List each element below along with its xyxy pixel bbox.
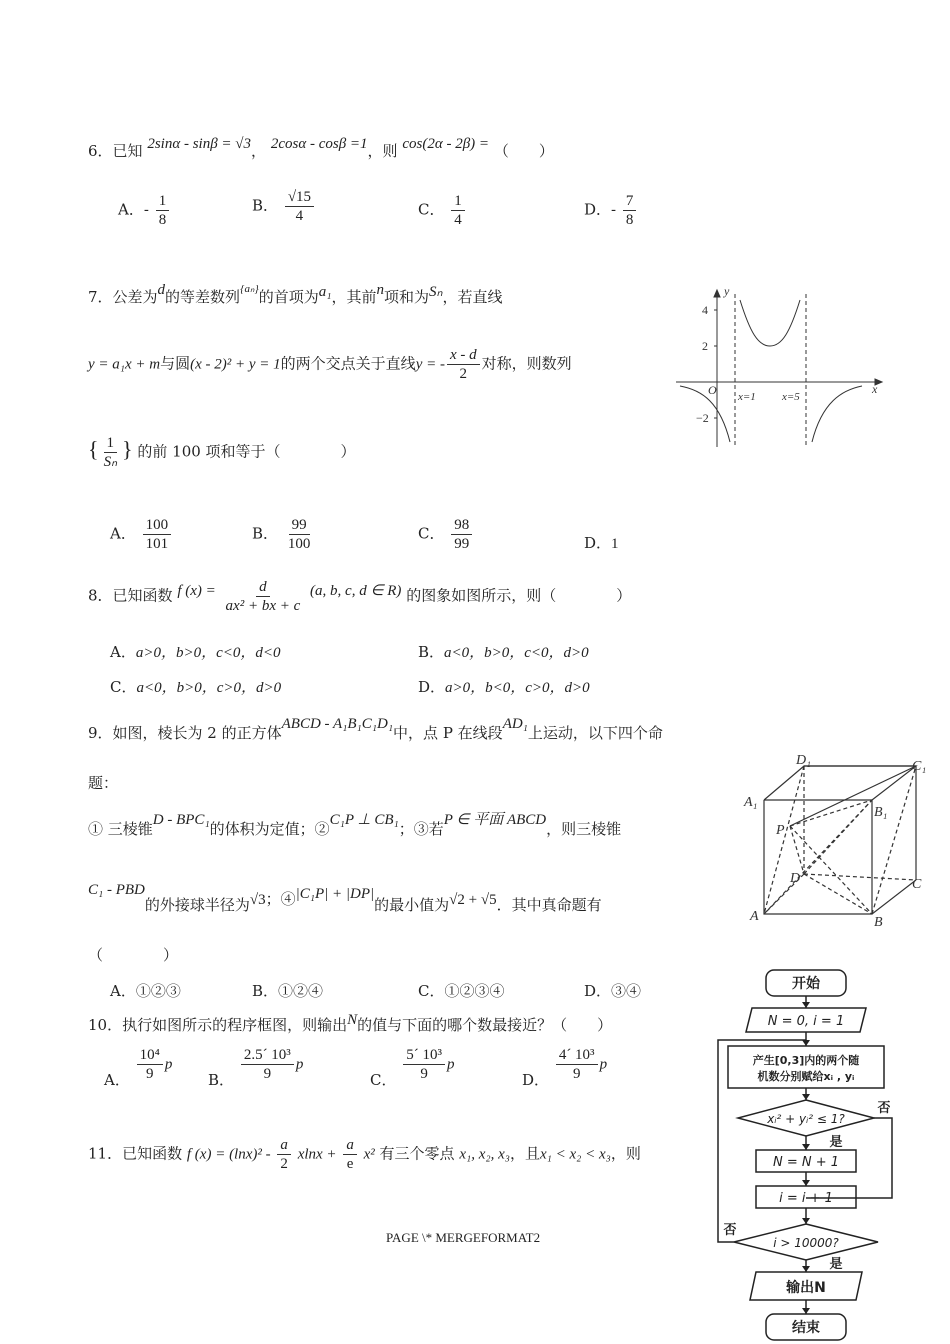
- q10-option-d[interactable]: D． $\frac{\text{4´ 10³}}{9}$ p: [522, 1047, 608, 1089]
- q9-line4: C₁ - PBD的外接球半径为√3；④|C₁P| + |DP|的最小值为√2 + √5．其中真命题有: [88, 882, 602, 914]
- q9-option-b[interactable]: B．①②④: [252, 982, 324, 1000]
- q7-option-d[interactable]: D．1: [584, 534, 619, 552]
- q9-line1: 9．如图，棱长为 2 的正方体ABCD - A₁B₁C₁D₁中，点 P 在线段AD₁上运动，以下四个命: [88, 716, 663, 742]
- graph-asym2-label: x=5: [782, 391, 800, 403]
- q10-option-a[interactable]: A． $\frac{\text{10⁴}}{9}$ p: [104, 1047, 173, 1089]
- flow-yes1-text: 是: [829, 1135, 843, 1150]
- q9-option-a[interactable]: A．①②③: [110, 982, 181, 1000]
- q10-option-c[interactable]: C． $\frac{\text{5´ 10³}}{9}$ p: [370, 1047, 455, 1089]
- q6-option-c[interactable]: C． $\frac{1}{4}$: [418, 192, 467, 229]
- graph-asym1-label: x=1: [738, 391, 756, 403]
- q9-option-c[interactable]: C．①②③④: [418, 982, 505, 1000]
- graph-tick-2: 2: [702, 339, 708, 353]
- flow-end-text: 结束: [792, 1320, 820, 1336]
- label-B: B: [874, 915, 883, 930]
- label-D1: D₁: [796, 753, 811, 768]
- cube-figure: [740, 752, 940, 932]
- curve-middle: [740, 300, 800, 346]
- q7-option-c[interactable]: C． $\frac{98}{99}$: [418, 516, 474, 553]
- label-C: C: [912, 877, 922, 892]
- graph-tick-4: 4: [702, 303, 708, 317]
- q10-option-b[interactable]: B． $\frac{\text{2.5´ 10³}}{9}$ p: [208, 1047, 304, 1089]
- flow-init-text: N = 0, i = 1: [767, 1014, 845, 1029]
- curve-right: [812, 386, 862, 442]
- q8-option-c[interactable]: C．a<0，b>0，c>0，d>0: [110, 678, 282, 696]
- page-footer: PAGE \* MERGEFORMAT2: [386, 1230, 541, 1245]
- graph-y-label: y: [724, 284, 730, 298]
- flowchart: [712, 966, 902, 1344]
- q6-option-a[interactable]: A．- $\frac{1}{8}$: [118, 192, 171, 229]
- flow-start-text: 开始: [792, 976, 820, 992]
- q9-line3: ① 三棱锥D - BPC₁的体积为定值；②C₁P ⊥ CB₁；③若P ∈ 平面 ABCD，则三棱锥: [88, 812, 622, 838]
- label-A: A: [750, 909, 759, 924]
- q11-stem: 11．已知函数 f (x) = (lnx)² - $\frac{a}{2}$ xlnx + $\frac{a}{e}$ x² 有三个零点 x₁, x₂, x₃，且x₁ < x₂ < x₃，则: [88, 1137, 641, 1172]
- q6-stem: 6．已知 2sinα - sinβ = √3， 2cosα - cosβ =1，则 cos(2α - 2β) = （ ）: [88, 136, 554, 160]
- label-B1: B₁: [874, 805, 888, 820]
- q6-option-d[interactable]: D．- $\frac{7}{8}$: [584, 192, 638, 229]
- flow-gen1-text: 产生[0,3]内的两个随: [752, 1054, 860, 1067]
- label-D: D: [790, 871, 801, 886]
- q8-stem: 8．已知函数 f (x) = $\frac{d}{\text{ax² + bx + c}}$ (a, b, c, d ∈ R) 的图象如图所示，则（ ）: [88, 579, 632, 614]
- flow-cond2-text: i > 10000?: [773, 1236, 839, 1250]
- graph-x-label: x: [872, 382, 878, 396]
- q8-option-d[interactable]: D．a>0，b<0，c>0，d>0: [418, 678, 590, 696]
- q8-option-b[interactable]: B．a<0，b>0，c<0，d>0: [418, 643, 589, 661]
- flow-output-text: 输出N: [786, 1280, 826, 1296]
- q10-stem: 10．执行如图所示的程序框图，则输出N的值与下面的哪个数最接近？（ ）: [88, 1012, 613, 1034]
- flow-cond1-text: xᵢ² + yᵢ² ≤ 1?: [767, 1112, 845, 1126]
- graph-tick-neg2: −2: [696, 411, 709, 425]
- q7-line3: { $\frac{1}{\text{Sₙ}}$ } 的前 100 项和等于（ ）: [88, 435, 356, 470]
- q9-line2: 题：: [88, 774, 119, 792]
- q6-eq1: 2sinα - sinβ = √3: [147, 136, 252, 152]
- label-C1: C₁: [912, 759, 927, 774]
- flow-inc-n-text: N = N + 1: [772, 1155, 840, 1170]
- flow-gen2-text: 机数分别赋给xᵢ , yᵢ: [757, 1070, 855, 1083]
- graph-origin: O: [708, 383, 717, 397]
- q9-line5: （ ）: [88, 946, 179, 964]
- q7-option-a[interactable]: A． $\frac{100}{101}$: [110, 516, 173, 553]
- q9-option-d[interactable]: D．③④: [584, 982, 642, 1000]
- q6-option-b[interactable]: B． $\frac{√15}{4}$: [252, 188, 316, 225]
- label-P: P: [776, 823, 785, 838]
- q7-option-b[interactable]: B． $\frac{99}{100}$: [252, 517, 311, 552]
- q7-line2: y = a₁x + m与圆(x - 2)² + y = 1的两个交点关于直线y = - $\frac{x - d}{2}$ 对称，则数列: [88, 347, 572, 382]
- q6-eq2: 2cosα - cosβ =1: [270, 136, 368, 152]
- flow-no1-text: 否: [877, 1101, 891, 1116]
- function-graph: [672, 282, 892, 452]
- flow-no2-text: 否: [723, 1223, 737, 1238]
- q6-expr: cos(2α - 2β) =: [402, 136, 490, 152]
- flow-yes2-text: 是: [829, 1257, 843, 1272]
- flow-inc-i-text: i = i + 1: [779, 1191, 833, 1206]
- q7-line1: 7．公差为d的等差数列$^{\{a_n\}}$的首项为a₁，其前n项和为Sₙ，若直线: [88, 282, 503, 306]
- label-A1: A₁: [744, 795, 758, 810]
- q8-option-a[interactable]: A．a>0，b>0，c<0，d<0: [110, 643, 281, 661]
